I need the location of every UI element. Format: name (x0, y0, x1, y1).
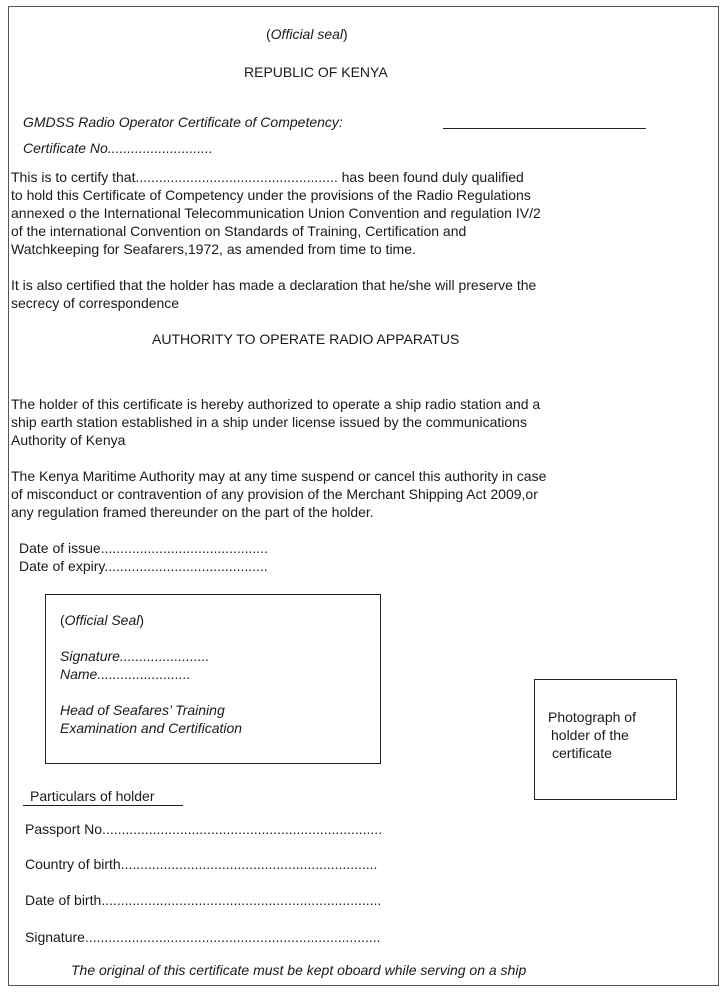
date-of-birth: Date of birth........................................................................ (25, 892, 382, 908)
official-seal-label: (Official Seal) (60, 612, 145, 628)
photograph-box (534, 679, 677, 800)
country-of-birth: Country of birth.................................................................. (25, 856, 378, 872)
official-seal-box (45, 594, 381, 764)
authorization-paragraph: The holder of this certificate is hereby authorized to operate a ship radio station and a ship earth station established in a ship under license issued by the communications Authority of Kenya (11, 396, 541, 448)
signature-line: Signature....................... (60, 648, 210, 664)
certificate-title: GMDSS Radio Operator Certificate of Competency: (23, 114, 343, 130)
suspension-paragraph: The Kenya Maritime Authority may at any time suspend or cancel this authority in case of misconduct or contravention of any provision of the Merchant Shipping Act 2009,or any regulation framed thereunder on the part of the holder. (11, 468, 547, 520)
holder-signature: Signature............................................................................ (25, 929, 381, 945)
photo-label-line2: holder of the (551, 727, 629, 743)
date-of-issue: Date of issue........................................... (19, 540, 268, 556)
republic-title: REPUBLIC OF KENYA (244, 64, 388, 80)
authority-title-line1: Head of Seafares’ Training (60, 702, 225, 718)
particulars-heading: Particulars of holder (30, 788, 155, 804)
title-underline (443, 128, 646, 129)
footer-note: The original of this certificate must be kept oboard while serving on a ship (71, 962, 527, 978)
passport-number: Passport No........................................................................ (25, 821, 383, 837)
photo-label-line3: certificate (552, 745, 612, 761)
authority-title-line2: Examination and Certification (60, 720, 243, 736)
photo-label-line1: Photograph of (548, 709, 636, 725)
official-seal-header: (Official seal) (266, 26, 348, 42)
particulars-underline (23, 805, 183, 806)
declaration-paragraph: It is also certified that the holder has made a declaration that he/she will preserve the secrecy of correspondence (11, 277, 537, 311)
authority-heading: AUTHORITY TO OPERATE RADIO APPARATUS (152, 331, 460, 347)
certification-paragraph: This is to certify that.................................................... has been found duly qualified to hold this Certificate of Competency under the provisions of the Radio Regulations annexed o the International Telecommunication Union Convention and regulation IV/2 of the international Convention on Standards of Training, Certification and Watchkeeping for Seafarers,1972, as amended from time to time. (11, 169, 541, 257)
certificate-number: Certificate No........................... (23, 140, 213, 156)
date-of-expiry: Date of expiry.......................................... (19, 558, 268, 574)
name-line: Name........................ (60, 666, 191, 682)
